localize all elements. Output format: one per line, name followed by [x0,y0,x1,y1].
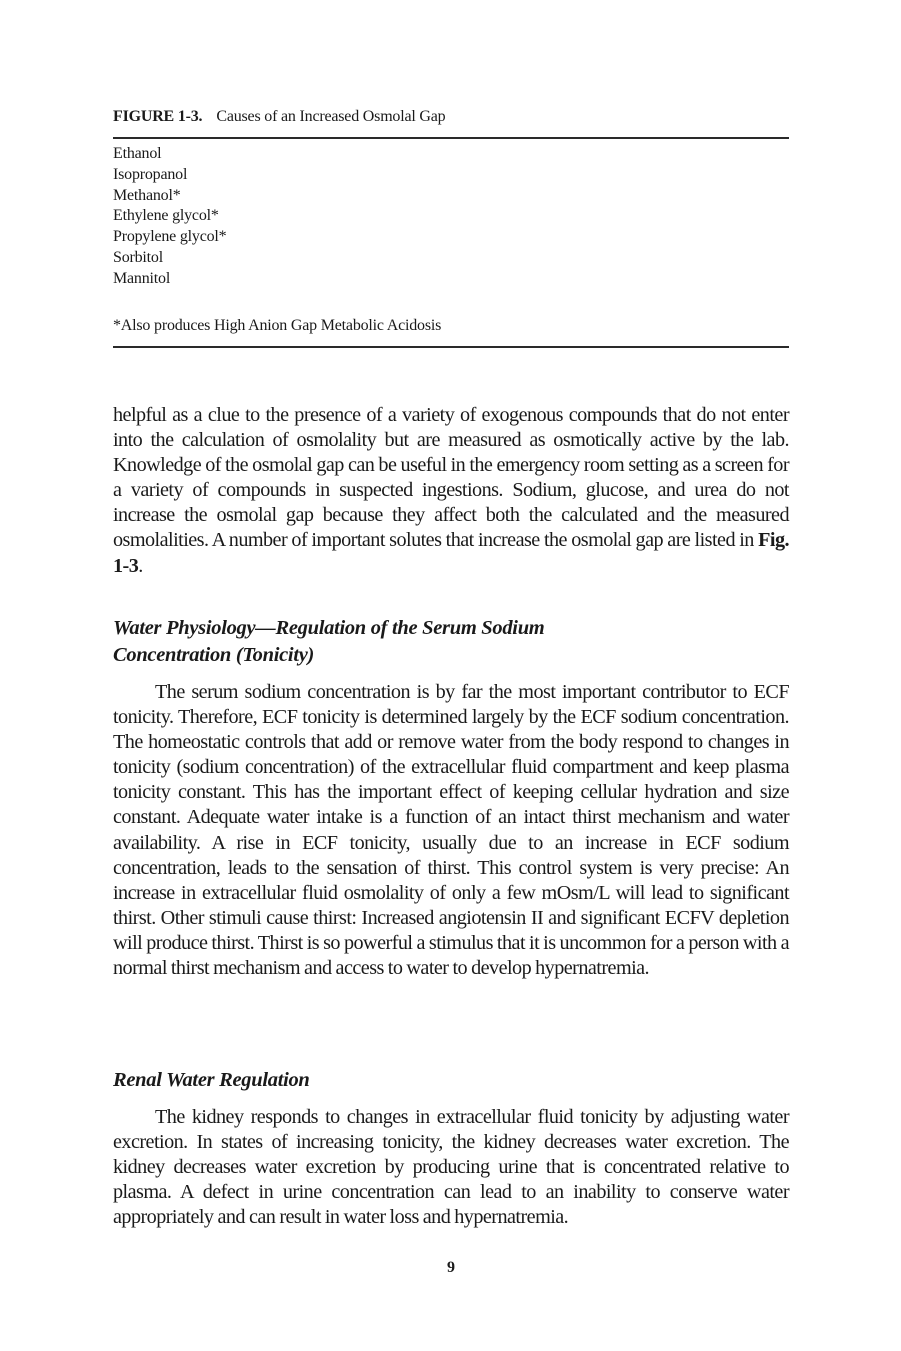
heading-line-2: Concentration (Tonicity) [113,644,315,666]
list-item: Propylene glycol* [113,228,227,246]
section-heading-renal-water [113,1067,789,1094]
figure-list [113,144,226,290]
section-heading-water-physiology [113,615,789,669]
paragraph-serum-sodium [113,680,789,981]
list-item: Methanol* [113,186,181,204]
list-item: Isopropanol [113,165,188,183]
figure-bottom-rule [113,346,789,348]
figure-reference-link[interactable]: Fig. 1-3 [113,529,789,577]
heading-line-1: Water Physiology—Regulation of the Serum Sodium [113,617,545,639]
list-item: Sorbitol [113,248,163,266]
list-item: Ethylene glycol* [113,207,219,225]
figure-title: Causes of an Increased Osmolal Gap [216,108,446,125]
paragraph-text: The serum sodium concentration is by far the most important contributor to ECF tonicity. Therefore, ECF tonicity is determined largely by the ECF sodium concentration. The homeostatic controls that add or remove water from the body respond to changes in tonicity (sodium concentration) of the extracellular fluid compartment and keep plasma tonicity constant. This has the important effect of keeping cellular hydration and size constant. Adequate water intake is a function of an intact thirst mechanism and water availability. A rise in ECF tonicity, usually due to an increase in ECF sodium concentration, leads to the sensation of thirst. This control system is very precise: An increase in extracellular fluid osmolality of only a few mOsm/L will lead to significant thirst. Other stimuli cause thirst: Increased angiotensin II and significant ECFV depletion will produce thirst. Thirst is so powerful a stimulus that it is uncommon for a person with a normal thirst mechanism and access to water to develop hypernatremia. [113,681,789,980]
paragraph-osmolal-gap [113,403,789,579]
paragraph-text: The kidney responds to changes in extracellular fluid tonicity by adjusting water excretion. In states of increasing tonicity, the kidney decreases water excretion. The kidney decreases water excretion by producing urine that is concentrated relative to plasma. A defect in urine concentration can lead to an inability to conserve water appropriately and can result in water loss and hypernatremia. [113,1106,789,1229]
figure-caption [113,107,445,127]
figure-top-rule [113,137,789,139]
figure-label: FIGURE 1-3. [113,108,203,125]
paragraph-text: helpful as a clue to the presence of a variety of exogenous compounds that do not enter into the calculation of osmolality but are measured as osmotically active by the lab. Knowledge of the osmolal gap can be useful in the emergency room setting as a screen for a variety of compounds in suspected ingestions. Sodium, glucose, and urea do not increase the osmolal gap because they affect both the calculated and the measured osmolalities. A number of important solutes that increase the osmolal gap are listed in [113,404,789,552]
list-item: Ethanol [113,145,162,162]
paragraph-renal-water [113,1105,789,1230]
paragraph-end: . [138,554,143,577]
list-item: Mannitol [113,269,171,287]
figure-footnote: *Also produces High Anion Gap Metabolic Acidosis [113,317,442,334]
heading-text: Renal Water Regulation [113,1069,310,1091]
page-number: 9 [447,1259,455,1276]
